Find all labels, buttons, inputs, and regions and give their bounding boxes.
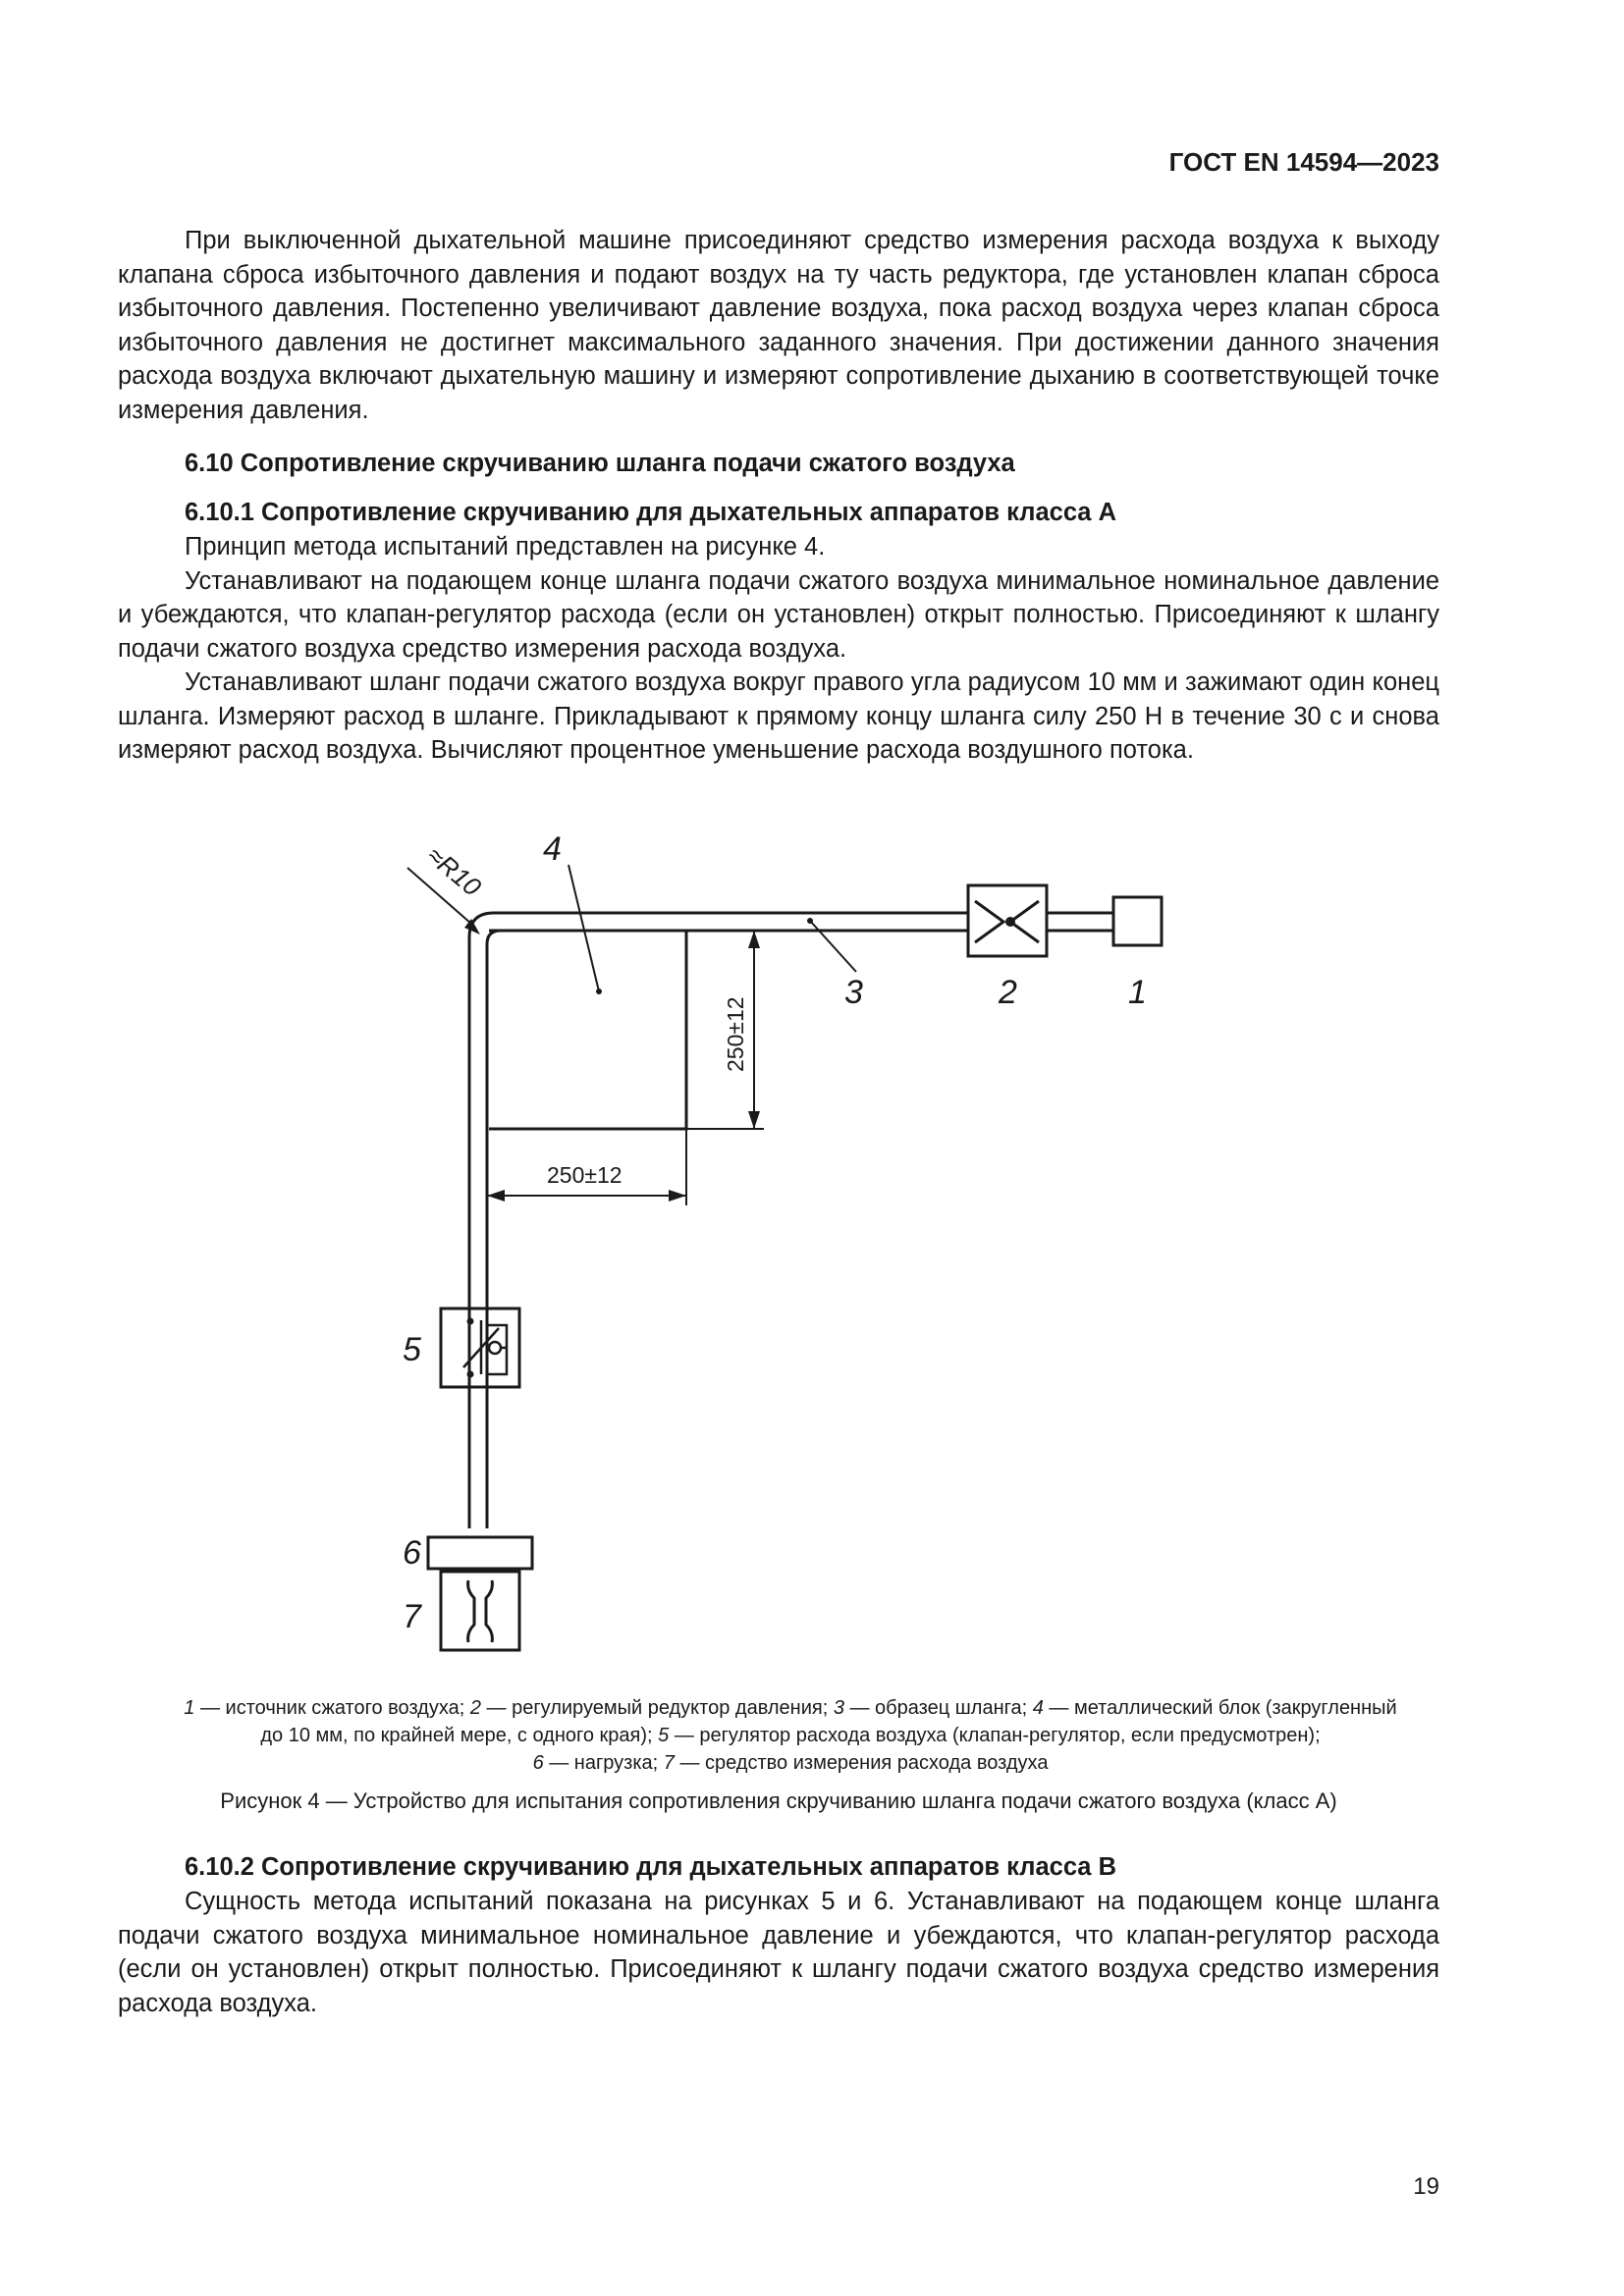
reducer-dot bbox=[1005, 917, 1015, 927]
figure-legend bbox=[177, 1694, 1404, 1777]
paragraph: Принцип метода испытаний представлен на рисунке 4. bbox=[185, 533, 826, 561]
regulator-dot bbox=[467, 1371, 474, 1378]
callout-7: 7 bbox=[403, 1598, 421, 1635]
leader-line-4 bbox=[568, 865, 599, 991]
dim-label-horizontal: 250±12 bbox=[547, 1162, 623, 1188]
paragraph: Устанавливают шланг подачи сжатого воздуха вокруг правого угла радиусом 10 мм и зажимают один конец шланга. Измеряют расход в шланге. Прикладывают к прямому концу шланга силу 250 Н в течение 30 с и снова измеряют расход воздуха. Вычисляют процентное уменьшение расхода воздушного потока. bbox=[118, 668, 1439, 764]
flow-meter-7 bbox=[441, 1572, 519, 1650]
section-6-10-2-text bbox=[118, 1885, 1439, 2020]
leader-line-3 bbox=[810, 921, 856, 972]
dim-arrow bbox=[748, 931, 760, 948]
legend-item: 7 — средство измерения расхода воздуха bbox=[663, 1752, 1049, 1774]
section-heading-6-10-2: 6.10.2 Сопротивление скручиванию для дыхательных аппаратов класса В bbox=[185, 1853, 1116, 1881]
dim-label-vertical: 250±12 bbox=[723, 996, 748, 1072]
section-heading-6-10: 6.10 Сопротивление скручиванию шланга подачи сжатого воздуха bbox=[185, 450, 1015, 477]
legend-item: 4 — металлический блок (закругленный до 10 мм, по крайней мере, с одного края); bbox=[260, 1697, 1397, 1746]
dim-arrow bbox=[748, 1111, 760, 1129]
load-6 bbox=[428, 1537, 532, 1569]
callout-6: 6 bbox=[403, 1534, 421, 1572]
flowmeter-symbol-left bbox=[468, 1580, 474, 1642]
legend-item: 2 — регулируемый редуктор давления; bbox=[469, 1697, 834, 1719]
section-heading-6-10-1: 6.10.1 Сопротивление скручиванию для дыхательных аппаратов класса А bbox=[185, 499, 1116, 526]
figure-caption: Рисунок 4 — Устройство для испытания сопротивления скручиванию шланга подачи сжатого воздуха (класс А) bbox=[220, 1789, 1337, 1813]
air-source-1 bbox=[1113, 897, 1162, 945]
hose-outer-line bbox=[469, 913, 968, 1528]
callout-5: 5 bbox=[403, 1331, 421, 1368]
paragraph: Сущность метода испытаний показана на рисунках 5 и 6. Устанавливают на подающем конце шланга подачи сжатого воздуха минимальное номинальное давление и убеждаются, что клапан-регулятор расхода (если он установлен) открыт полностью. Присоединяют к шлангу подачи сжатого воздуха средство измерения расхода воздуха. bbox=[118, 1888, 1439, 2017]
regulator-symbol bbox=[489, 1342, 501, 1354]
leader-dot bbox=[807, 918, 813, 924]
page-number: 19 bbox=[1413, 2173, 1439, 2200]
regulator-dot bbox=[467, 1318, 474, 1325]
radius-label: ≈R10 bbox=[421, 839, 487, 902]
document-header: ГОСТ EN 14594—2023 bbox=[1168, 147, 1439, 177]
dim-arrow bbox=[669, 1190, 686, 1201]
paragraph: Устанавливают на подающем конце шланга подачи сжатого воздуха минимальное номинальное давление и убеждаются, что клапан-регулятор расхода (если он установлен) открыт полностью. Присоединяют к шлангу подачи сжатого воздуха средство измерения расхода воздуха. bbox=[118, 566, 1439, 663]
callout-1: 1 bbox=[1128, 974, 1147, 1011]
metal-block-4 bbox=[489, 931, 686, 1129]
callout-4: 4 bbox=[543, 830, 562, 868]
legend-item: 1 — источник сжатого воздуха; bbox=[184, 1697, 470, 1719]
flowmeter-symbol-right bbox=[486, 1580, 492, 1642]
intro-paragraph: При выключенной дыхательной машине присоединяют средство измерения расхода воздуха к выходу клапана сброса избыточного давления и подают воздух на ту часть редуктора, где установлен клапан сброса избыточного давления. Постепенно увеличивают давление воздуха, пока расход воздуха через клапан сброса избыточного давления не достигнет максимального заданного значения. При достижении данного значения расхода воздуха включают дыхательную машину и измеряют сопротивление дыханию в соответствующей точке измерения давления. bbox=[118, 227, 1439, 424]
dim-arrow bbox=[487, 1190, 505, 1201]
legend-item: 5 — регулятор расхода воздуха (клапан-регулятор, если предусмотрен); bbox=[658, 1725, 1321, 1746]
radius-arrow bbox=[464, 919, 480, 934]
leader-dot bbox=[596, 988, 602, 994]
callout-2: 2 bbox=[999, 974, 1017, 1011]
reducer-arrow-left bbox=[975, 901, 1003, 942]
legend-item: 3 — образец шланга; bbox=[833, 1697, 1033, 1719]
legend-item: 6 — нагрузка; bbox=[532, 1752, 664, 1774]
callout-3: 3 bbox=[844, 974, 863, 1011]
